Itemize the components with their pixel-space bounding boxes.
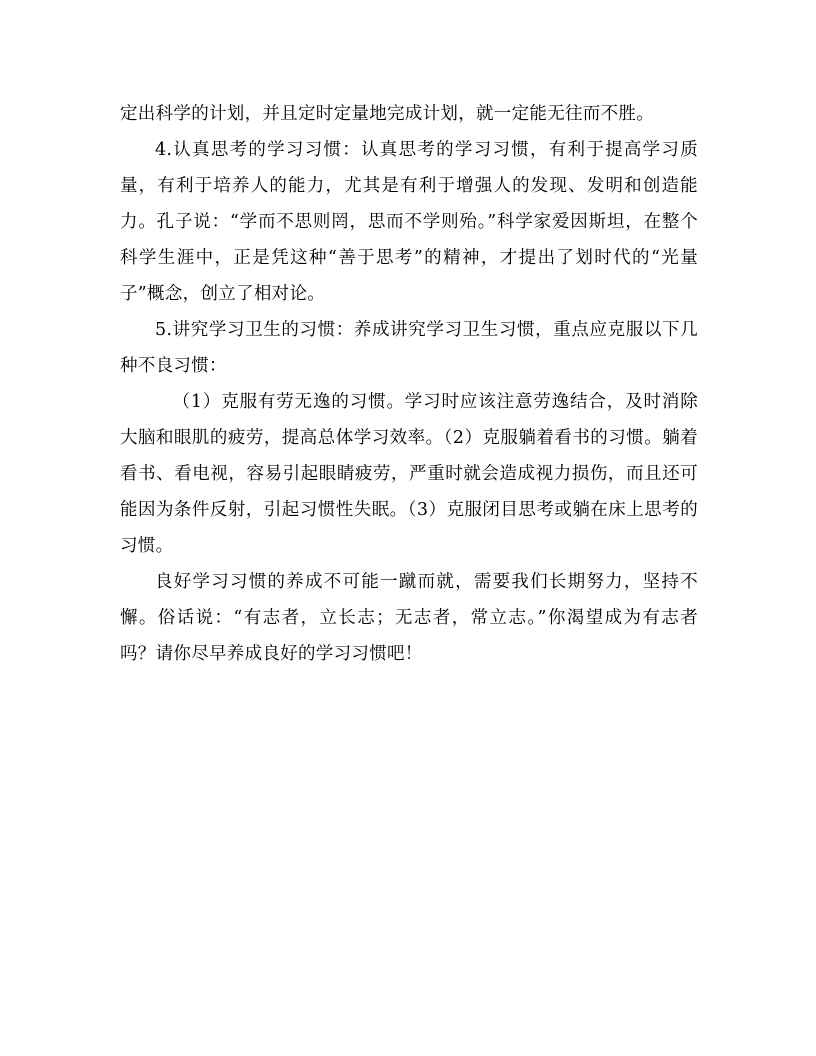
paragraph-conclusion: 良好学习习惯的养成不可能一蹴而就，需要我们长期努力，坚持不懈。俗话说：“有志者，立长志；无志者，常立志。”你渴望成为有志者吗？请你尽早养成良好的学习习惯吧！ <box>120 572 698 664</box>
paragraph-habit-5-hygiene: 5.讲究学习卫生的习惯：养成讲究学习卫生习惯，重点应克服以下几种不良习惯： <box>120 320 698 376</box>
paragraph-continuation: 定出科学的计划，并且定时定量地完成计划，就一定能无往而不胜。 <box>120 104 654 124</box>
paragraph-habit-4-thinking: 4.认真思考的学习习惯：认真思考的学习习惯，有利于提高学习质量，有利于培养人的能力，尤其是有利于增强人的发现、发明和创造能力。孔子说：“学而不思则罔，思而不学则殆。”科学家爱因斯坦，在整个科学生涯中，正是凭这种“善于思考”的精神，才提出了划时代的“光量子”概念，创立了相对论。 <box>120 140 698 304</box>
document-page <box>120 96 698 672</box>
paragraph-habit-5-items: （1）克服有劳无逸的习惯。学习时应该注意劳逸结合，及时消除大脑和眼肌的疲劳，提高总体学习效率。（2）克服躺着看书的习惯。躺着看书、看电视，容易引起眼睛疲劳，严重时就会造成视力损伤，而且还可能因为条件反射，引起习惯性失眠。（3）克服闭目思考或躺在床上思考的习惯。 <box>120 392 698 556</box>
